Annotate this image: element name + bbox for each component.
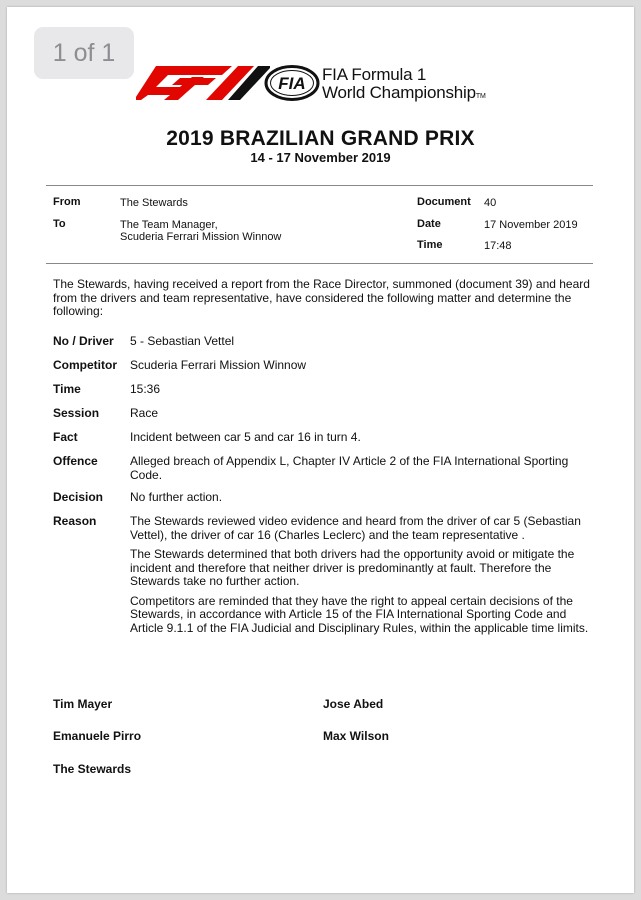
signatory-tim-mayer: Tim Mayer: [53, 697, 113, 711]
time-value: 17:48: [484, 240, 512, 252]
incident-time-value: 15:36: [130, 382, 161, 396]
date-label: Date: [417, 218, 441, 230]
time-label: Time: [417, 239, 443, 251]
reason-paragraph-1: The Stewards reviewed video evidence and heard from the driver of car 5 (Sebastian Vettel), the driver of car 16 (Charles Leclerc) and the team representative .: [130, 514, 581, 542]
document-number: 40: [484, 197, 497, 209]
reason-label: Reason: [53, 514, 97, 528]
header-bottom-divider: [46, 263, 593, 264]
signatures-footer: The Stewards: [53, 762, 132, 776]
from-label: From: [53, 196, 81, 208]
driver-label: No / Driver: [53, 334, 114, 348]
session-label: Session: [53, 406, 100, 420]
from-value: The Stewards: [120, 197, 188, 209]
trademark-mark: TM: [475, 93, 486, 100]
reason-paragraph-3: Competitors are reminded that they have the right to appeal certain decisions of the Stewards, in accordance with Article 15 of the FIA International Sporting Code and Article 9.1.1 of the FIA Judicial and Disciplinary Rules, within the applicable time limits.: [130, 593, 589, 635]
signatory-max-wilson: Max Wilson: [323, 729, 389, 743]
to-label: To: [53, 218, 66, 230]
wordmark-line1: FIA Formula 1: [322, 65, 427, 84]
date-value: 17 November 2019: [484, 219, 578, 231]
fact-label: Fact: [53, 430, 78, 444]
signatory-emanuele-pirro: Emanuele Pirro: [53, 729, 142, 743]
wordmark-line2: World ChampionshipTM: [322, 83, 486, 102]
to-value-line2: Scuderia Ferrari Mission Winnow: [120, 231, 282, 243]
driver-value: 5 - Sebastian Vettel: [130, 334, 235, 348]
reason-text: [130, 515, 590, 641]
fia-roundel-icon: [264, 65, 320, 101]
fact-value: Incident between car 5 and car 16 in turn 4.: [130, 430, 361, 444]
f1-logo-icon: [136, 66, 270, 100]
championship-wordmark: [322, 66, 486, 106]
incident-time-label: Time: [53, 382, 81, 396]
session-value: Race: [130, 406, 159, 420]
competitor-label: Competitor: [53, 358, 117, 372]
offence-value: Alleged breach of Appendix L, Chapter IV Article 2 of the FIA International Sporting Code.: [130, 454, 569, 482]
signatory-jose-abed: Jose Abed: [323, 697, 384, 711]
reason-paragraph-2: The Stewards determined that both drivers had the opportunity avoid or mitigate the incident and therefore that neither driver is predominantly at fault. Therefore the Stewards take no further action.: [130, 547, 575, 588]
to-value-line1: The Team Manager,: [120, 219, 218, 231]
page-indicator-badge: 1 of 1: [34, 27, 134, 79]
decision-label: Decision: [53, 490, 104, 504]
offence-label: Offence: [53, 454, 98, 468]
competitor-value: Scuderia Ferrari Mission Winnow: [130, 358, 307, 372]
document-label: Document: [417, 196, 471, 208]
intro-paragraph: The Stewards, having received a report from the Race Director, summoned (document 39) and heard from the drivers and team representative, have considered the following matter and determine the following:: [53, 277, 590, 318]
header-top-divider: [46, 185, 593, 186]
event-title: 2019 BRAZILIAN GRAND PRIX: [166, 127, 475, 150]
decision-value: No further action.: [130, 490, 223, 504]
fia-logo-text: FIA: [278, 74, 306, 93]
event-dates: 14 - 17 November 2019: [250, 150, 391, 165]
